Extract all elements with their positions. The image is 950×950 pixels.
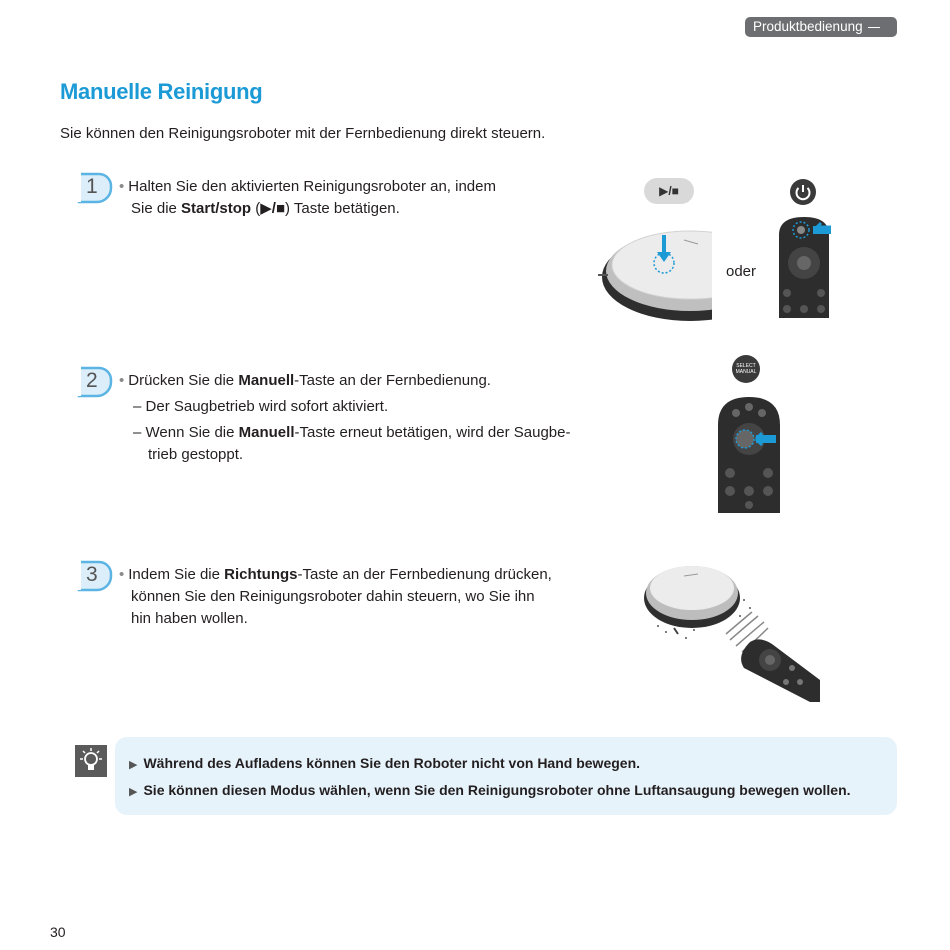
step-2-manuell-label: Manuell — [238, 372, 295, 389]
section-tab-dash — [868, 27, 880, 29]
tip-lightbulb-icon — [75, 745, 107, 777]
notes-box — [115, 737, 897, 815]
step-1-number: 1 — [86, 175, 98, 198]
section-tab — [745, 17, 897, 37]
step-2-sub-1: Der Saugbetrieb wird sofort aktiviert. — [145, 398, 389, 415]
select-label: SELECT — [736, 363, 756, 369]
step-2-sub-2-pre: Wenn Sie die — [145, 424, 239, 441]
manual-label: MANUAL — [735, 369, 757, 375]
step-3-line-1-post: -Taste an der Fernbedienung drücken, — [297, 566, 552, 583]
remote-control-icon — [773, 215, 835, 325]
step-2-line-1-post: -Taste an der Fernbedienung. — [294, 372, 491, 389]
robot-top-view-icon — [598, 225, 714, 335]
step-3-text: • Indem Sie die Richtungs-Taste an der Fernbedienung drücken, können Sie den Reinigungsroboter dahin steuern, wo Sie ihn hin haben wollen. — [119, 564, 552, 630]
note-2-text: Sie können diesen Modus wählen, wenn Sie den Reinigungsroboter ohne Luftansaugung bewegen wollen. — [143, 782, 851, 798]
note-1-text: Während des Aufladens können Sie den Roboter nicht von Hand bewegen. — [143, 755, 641, 771]
step-1-line-2-post: ) Taste betätigen. — [285, 200, 400, 217]
step-1-text: • Halten Sie den aktivierten Reinigungsroboter an, indem Sie die Start/stop (▶/■) Taste betätigen. — [119, 178, 496, 217]
step-3-line-1-pre: Indem Sie die — [128, 566, 225, 583]
select-manual-button-icon — [732, 355, 760, 383]
remote-control-manual-icon — [716, 395, 782, 520]
start-stop-button-icon: ▶/■ — [644, 178, 694, 204]
section-tab-label: Produktbedienung — [753, 19, 863, 34]
note-2-arrow-icon: ▶ — [129, 786, 138, 798]
step-2-sub-2-continued: trieb gestoppt. — [148, 446, 244, 463]
note-1-arrow-icon: ▶ — [129, 759, 138, 771]
page-number: 30 — [50, 924, 66, 940]
power-button-icon — [789, 178, 817, 211]
robot-remote-steering-icon — [640, 560, 820, 710]
step-3-number: 3 — [86, 563, 98, 586]
step-1-line-1: Halten Sie den aktivierten Reinigungsroboter an, indem — [128, 178, 496, 195]
step-2-number: 2 — [86, 369, 98, 392]
step-2-line-1-pre: Drücken Sie die — [128, 372, 239, 389]
step-1-line-2-mid: ( — [251, 200, 261, 217]
note-1 — [129, 755, 640, 771]
step-3-line-2: können Sie den Reinigungsroboter dahin steuern, wo Sie ihn — [131, 588, 535, 605]
step-2-sub-2-manuell: Manuell — [238, 424, 295, 441]
step-2-badge — [73, 364, 113, 398]
or-label: oder — [726, 263, 757, 280]
intro-text: Sie können den Reinigungsroboter mit der Fernbedienung direkt steuern. — [60, 125, 546, 142]
step-1-badge — [73, 170, 113, 204]
page-title: Manuelle Reinigung — [60, 79, 263, 104]
note-2 — [129, 782, 851, 798]
step-1-line-2-pre: Sie die — [131, 200, 182, 217]
step-2-sub-2-post: -Taste erneut betätigen, wird der Saugbe- — [294, 424, 571, 441]
step-1-play-stop-symbol: ▶/■ — [260, 200, 285, 217]
step-3-badge — [73, 558, 113, 592]
step-1-start-stop-label: Start/stop — [181, 200, 252, 217]
step-3-richtungs-label: Richtungs — [224, 566, 298, 583]
step-2-text: • Drücken Sie die Manuell-Taste an der Fernbedienung. – Der Saugbetrieb wird sofort aktiviert. – Wenn Sie die Manuell-Taste erneut betätigen, wird der Saugbe- trieb gestoppt. — [119, 372, 571, 463]
step-3-line-3: hin haben wollen. — [131, 610, 248, 627]
